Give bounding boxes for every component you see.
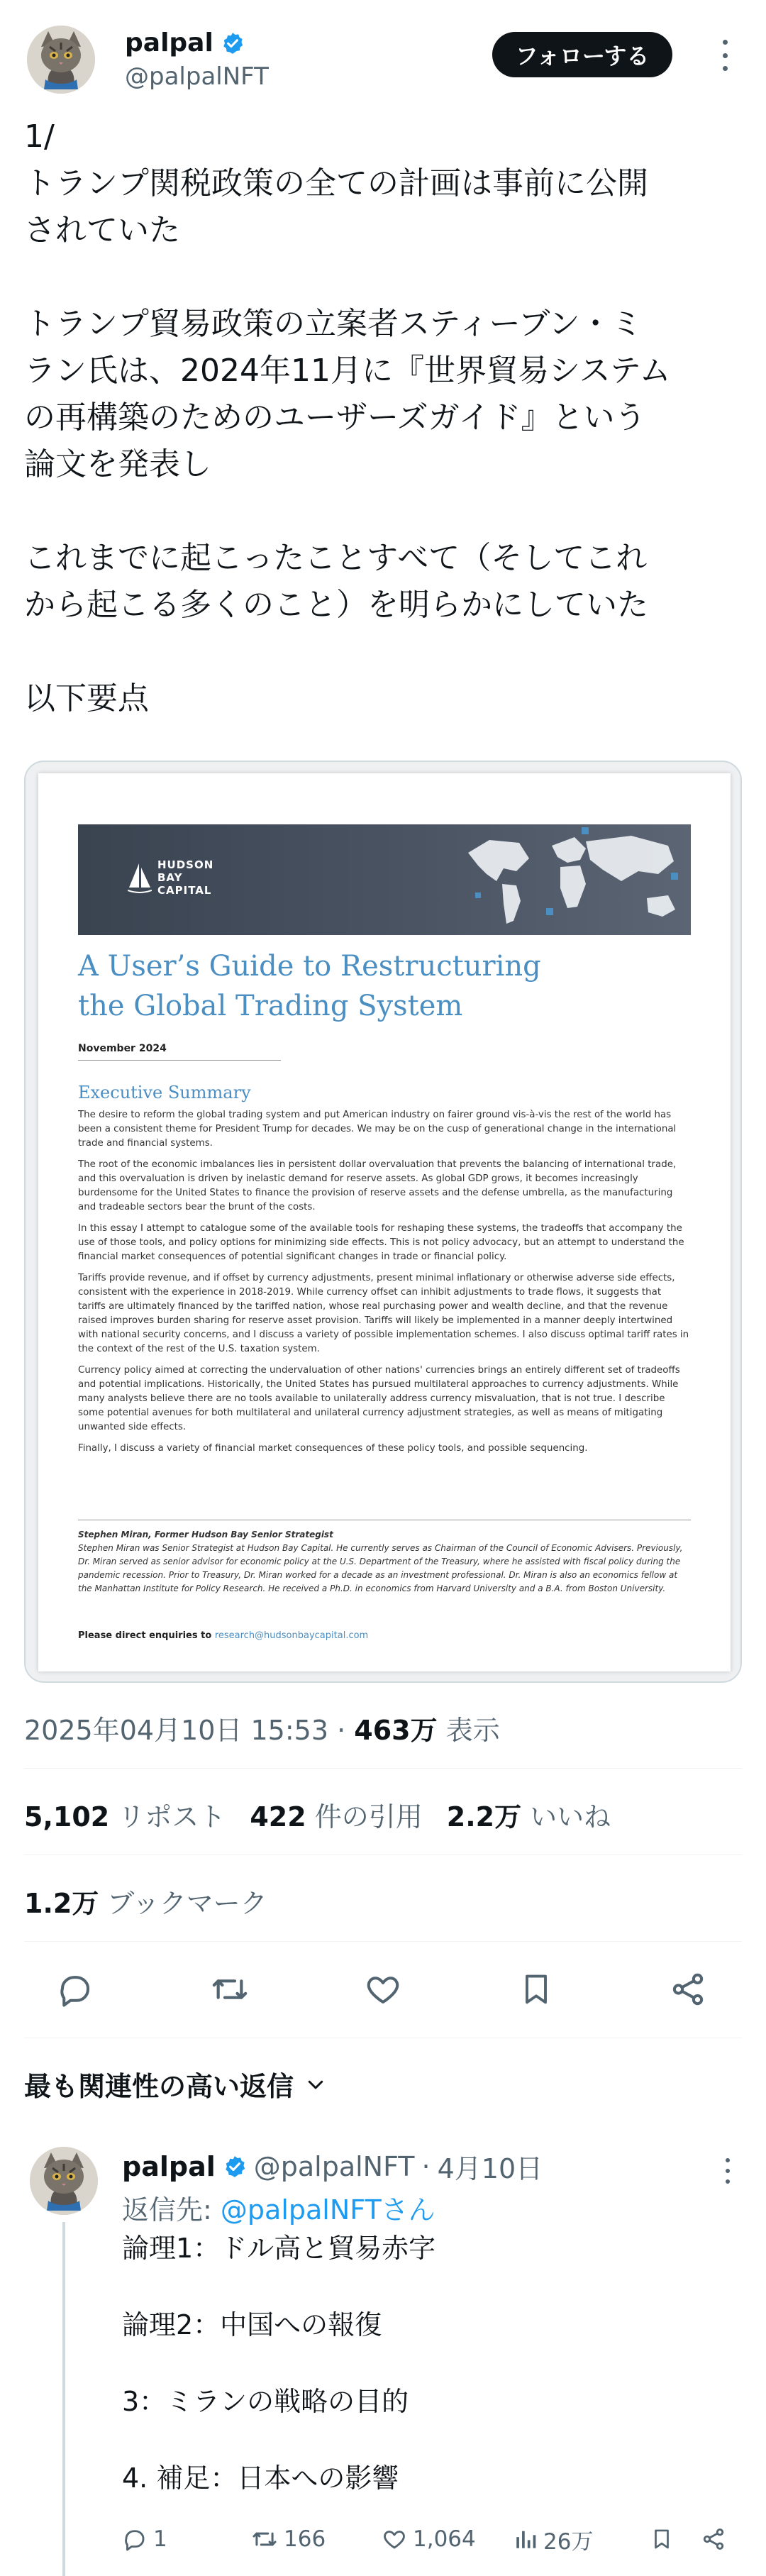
document-paragraph: The root of the economic imbalances lies in persistent dollar overvaluation that prevents the balancing of international trade, and this overvaluation is driven by inelastic demand for reserve assets. As global GDP grows, it becomes increasingly burdensome for the United States to finance the provision of reserve assets and the defense umbrella, as the manufacturing and tradeable sectors bear the brunt of the costs. bbox=[78, 1159, 677, 1212]
logo-line: HUDSON bbox=[157, 858, 214, 871]
bookmarks-stat[interactable] bbox=[24, 1881, 267, 1920]
tweet-line: 1/ bbox=[24, 118, 55, 155]
author-handle[interactable]: @palpalNFT bbox=[125, 62, 269, 91]
document-paragraph: Currency policy aimed at correcting the undervaluation of other nations' currencies brings an entirely different set of tradeoffs and potential implications. Historically, the United States has pursued multilateral approaches to currency adjustments. While many analysts believe there are no tools available to unilaterally address currency misvaluation, that is not true. I describe some potential avenues for both multilateral and unilateral currency adjustment strategies, as well as means of mitigating unwanted side effects. bbox=[78, 1365, 680, 1432]
reply-like-count: 1,064 bbox=[413, 2526, 476, 2552]
tweet-line-blank bbox=[24, 629, 740, 675]
reply-avatar[interactable] bbox=[30, 2147, 98, 2215]
divider bbox=[24, 1854, 742, 1855]
bookmark-icon[interactable] bbox=[508, 1961, 565, 2018]
tweet-action-bar bbox=[0, 1961, 766, 2018]
document-paragraph: Tariffs provide revenue, and if offset by currency adjustments, present minimal inflationary or otherwise adverse side effects, consistent with the experience in 2018-2019. While currency offset can inhibit adjustments to trade flows, it suggests that tariffs are ultimately financed by the tariffed nation, whose real purchasing power and wealth decline, and that the revenue raised improves burden sharing for reserve asset provision. Tariffs will likely be implemented in a manner deeply intertwined with national security concerns, and I discuss a variety of possible implementation schemes. I also discuss optimal tariff rates in the context of the rest of the U.S. taxation system. bbox=[78, 1273, 689, 1354]
tweet-text bbox=[24, 114, 740, 722]
meta-separator: · bbox=[337, 1715, 355, 1746]
reply-more-options-icon[interactable] bbox=[722, 2158, 733, 2184]
document-page bbox=[38, 773, 731, 1671]
repost-icon bbox=[251, 2526, 278, 2553]
avatar[interactable] bbox=[27, 26, 95, 94]
reply-line: 4. 補足：日本への影響 bbox=[122, 2462, 399, 2494]
tweet-line: トランプ関税政策の全ての計画は事前に公開 bbox=[24, 165, 648, 201]
tweet-line: 論文を発表し bbox=[24, 446, 211, 482]
quotes-label: 件の引用 bbox=[314, 1801, 423, 1833]
replies-sort-dropdown[interactable] bbox=[24, 2064, 326, 2104]
author-display-name[interactable]: palpal bbox=[125, 28, 213, 57]
tweet-header bbox=[0, 0, 766, 114]
divider bbox=[24, 1941, 742, 1942]
reply-line: 論理2：中国への報復 bbox=[122, 2309, 382, 2340]
tweet-line: から起こる多くのこと）を明らかにしていた bbox=[24, 587, 648, 623]
tweet-line-blank bbox=[24, 488, 740, 535]
reposts-count: 5,102 bbox=[24, 1801, 110, 1833]
tweet-line: 以下要点 bbox=[24, 680, 149, 717]
reply-reply-button[interactable] bbox=[122, 2523, 167, 2555]
document-author bbox=[78, 1528, 691, 1596]
reply-view-count: 26万 bbox=[543, 2528, 594, 2555]
document-contact-label: Please direct enquiries to bbox=[78, 1630, 212, 1641]
document-divider bbox=[78, 1060, 281, 1061]
reposts-label: リポスト bbox=[118, 1801, 226, 1833]
document-body bbox=[78, 1108, 691, 1463]
document-paragraph: Finally, I discuss a variety of financial market consequences of these policy tools, and possible sequencing. bbox=[78, 1443, 588, 1454]
document-author-bio: Stephen Miran was Senior Strategist at Hudson Bay Capital. He currently serves as Chairman of the Council of Economic Advisers. Previously, Dr. Miran served as senior advisor for economic policy at the U.S. Department of the Treasury, where he assisted with fiscal policy during the pandemic recession. Prior to Treasury, Dr. Miran worked for a decade as an investment professional. Dr. Miran is also an economics fellow at the Manhattan Institute for Policy Research. He received a Ph.D. in economics from Harvard University and a B.A. from Boston University. bbox=[78, 1543, 683, 1593]
document-title-line: A User’s Guide to Restructuring bbox=[78, 950, 541, 983]
reply-line: 論理1：ドル高と貿易赤字 bbox=[122, 2233, 436, 2264]
reply-to-label: 返信先: bbox=[122, 2194, 212, 2226]
views-label: 表示 bbox=[445, 1715, 500, 1746]
reply-handle[interactable]: @palpalNFT bbox=[253, 2150, 415, 2182]
follow-button[interactable]: フォローする bbox=[492, 32, 672, 77]
tweet-timestamp[interactable]: 2025年04月10日 15:53 bbox=[24, 1715, 329, 1746]
thread-connector-line bbox=[62, 2222, 65, 2576]
document-paragraph: In this essay I attempt to catalogue some of the available tools for reshaping these systems, the tradeoffs that accompany the use of those tools, and policy options for minimizing side effects. This is not policy advocacy, but an attempt to understand the financial market consequences of potential significant changes in trade or financial policy. bbox=[78, 1223, 684, 1262]
document-title-line: the Global Trading System bbox=[78, 990, 463, 1022]
reply-line-blank bbox=[122, 2267, 435, 2306]
tweet-line: の再構築のためのユーザーズガイド』という bbox=[24, 399, 646, 436]
reply-to-line bbox=[122, 2188, 435, 2227]
tweet-line: トランプ貿易政策の立案者スティーブン・ミ bbox=[24, 306, 643, 342]
replies-sort-label: 最も関連性の高い返信 bbox=[24, 2071, 294, 2102]
more-options-icon[interactable] bbox=[718, 40, 732, 71]
like-icon bbox=[382, 2526, 407, 2552]
logo-line: CAPITAL bbox=[157, 884, 212, 897]
tweet-line-blank bbox=[24, 254, 740, 301]
reposts-stat[interactable] bbox=[24, 1795, 226, 1834]
reply-repost-button[interactable] bbox=[251, 2523, 326, 2555]
quotes-count: 422 bbox=[250, 1801, 306, 1833]
reply-header bbox=[122, 2147, 543, 2186]
views-bar-chart-icon bbox=[514, 2527, 538, 2551]
tweet-line: されていた bbox=[24, 212, 180, 248]
reply-separator: · bbox=[421, 2150, 431, 2182]
reply-to-handle-link[interactable]: @palpalNFTさん bbox=[220, 2194, 435, 2226]
document-author-name: Stephen Miran, Former Hudson Bay Senior Strategist bbox=[78, 1530, 333, 1539]
reply-line-blank bbox=[122, 2344, 435, 2382]
sail-logo-icon bbox=[128, 862, 152, 893]
verified-badge-icon bbox=[221, 31, 245, 55]
reply-icon bbox=[122, 2526, 148, 2552]
author-name-row[interactable] bbox=[125, 28, 245, 57]
reply-action-bar bbox=[122, 2523, 746, 2555]
cat-avatar-icon bbox=[27, 26, 95, 94]
divider bbox=[24, 1768, 742, 1769]
chevron-down-icon bbox=[305, 2074, 326, 2095]
likes-stat[interactable] bbox=[447, 1795, 611, 1834]
document-date: November 2024 bbox=[78, 1043, 167, 1054]
likes-label: いいね bbox=[530, 1801, 611, 1833]
reply-views-button[interactable] bbox=[514, 2523, 593, 2555]
bookmarks-label: ブックマーク bbox=[107, 1888, 267, 1919]
views-count: 463万 bbox=[354, 1715, 438, 1746]
document-contact-email: research@hudsonbaycapital.com bbox=[214, 1630, 369, 1641]
reply-line-blank bbox=[122, 2421, 435, 2459]
document-contact bbox=[78, 1630, 368, 1641]
tweet-line: これまでに起こったことすべて（そしてこれ bbox=[24, 540, 648, 576]
document-paragraph: The desire to reform the global trading system and put American industry on fairer ground vis-à-vis the rest of the world has been a consistent theme for President Trump for decades. We may be on the cusp of generational change in the international trade and financial systems. bbox=[78, 1110, 677, 1149]
share-icon[interactable] bbox=[660, 1961, 716, 2018]
tweet-line: ラン氏は、2024年11月に『世界貿易システム bbox=[24, 353, 671, 389]
repost-icon[interactable] bbox=[201, 1961, 258, 2018]
cat-avatar-icon bbox=[30, 2147, 98, 2215]
like-icon[interactable] bbox=[355, 1961, 411, 2018]
bookmarks-count: 1.2万 bbox=[24, 1888, 99, 1919]
verified-badge-icon bbox=[223, 2155, 247, 2179]
reply-share-icon[interactable] bbox=[701, 2523, 726, 2555]
world-map-icon bbox=[461, 824, 691, 935]
reply-text bbox=[122, 2229, 435, 2497]
hudson-bay-logo bbox=[128, 858, 213, 897]
logo-line: BAY bbox=[157, 871, 183, 884]
tweet-meta bbox=[24, 1708, 500, 1747]
likes-count: 2.2万 bbox=[446, 1801, 522, 1833]
reply-line: 3：ミランの戦略の目的 bbox=[122, 2386, 409, 2417]
reply-date[interactable]: 4月10日 bbox=[437, 2153, 543, 2184]
reply-icon[interactable] bbox=[47, 1961, 104, 2018]
reply-repost-count: 166 bbox=[284, 2526, 326, 2552]
document-banner bbox=[78, 824, 691, 935]
document-section-title: Executive Summary bbox=[78, 1083, 251, 1102]
reply-display-name[interactable]: palpal bbox=[122, 2150, 216, 2182]
quotes-stat[interactable] bbox=[250, 1795, 422, 1834]
reply-bookmark-icon[interactable] bbox=[650, 2523, 674, 2555]
reply-reply-count: 1 bbox=[153, 2526, 167, 2552]
engagement-stats bbox=[24, 1795, 611, 1834]
reply-like-button[interactable] bbox=[382, 2523, 476, 2555]
document-title bbox=[78, 946, 691, 1026]
tweet-media-image[interactable] bbox=[24, 761, 742, 1683]
